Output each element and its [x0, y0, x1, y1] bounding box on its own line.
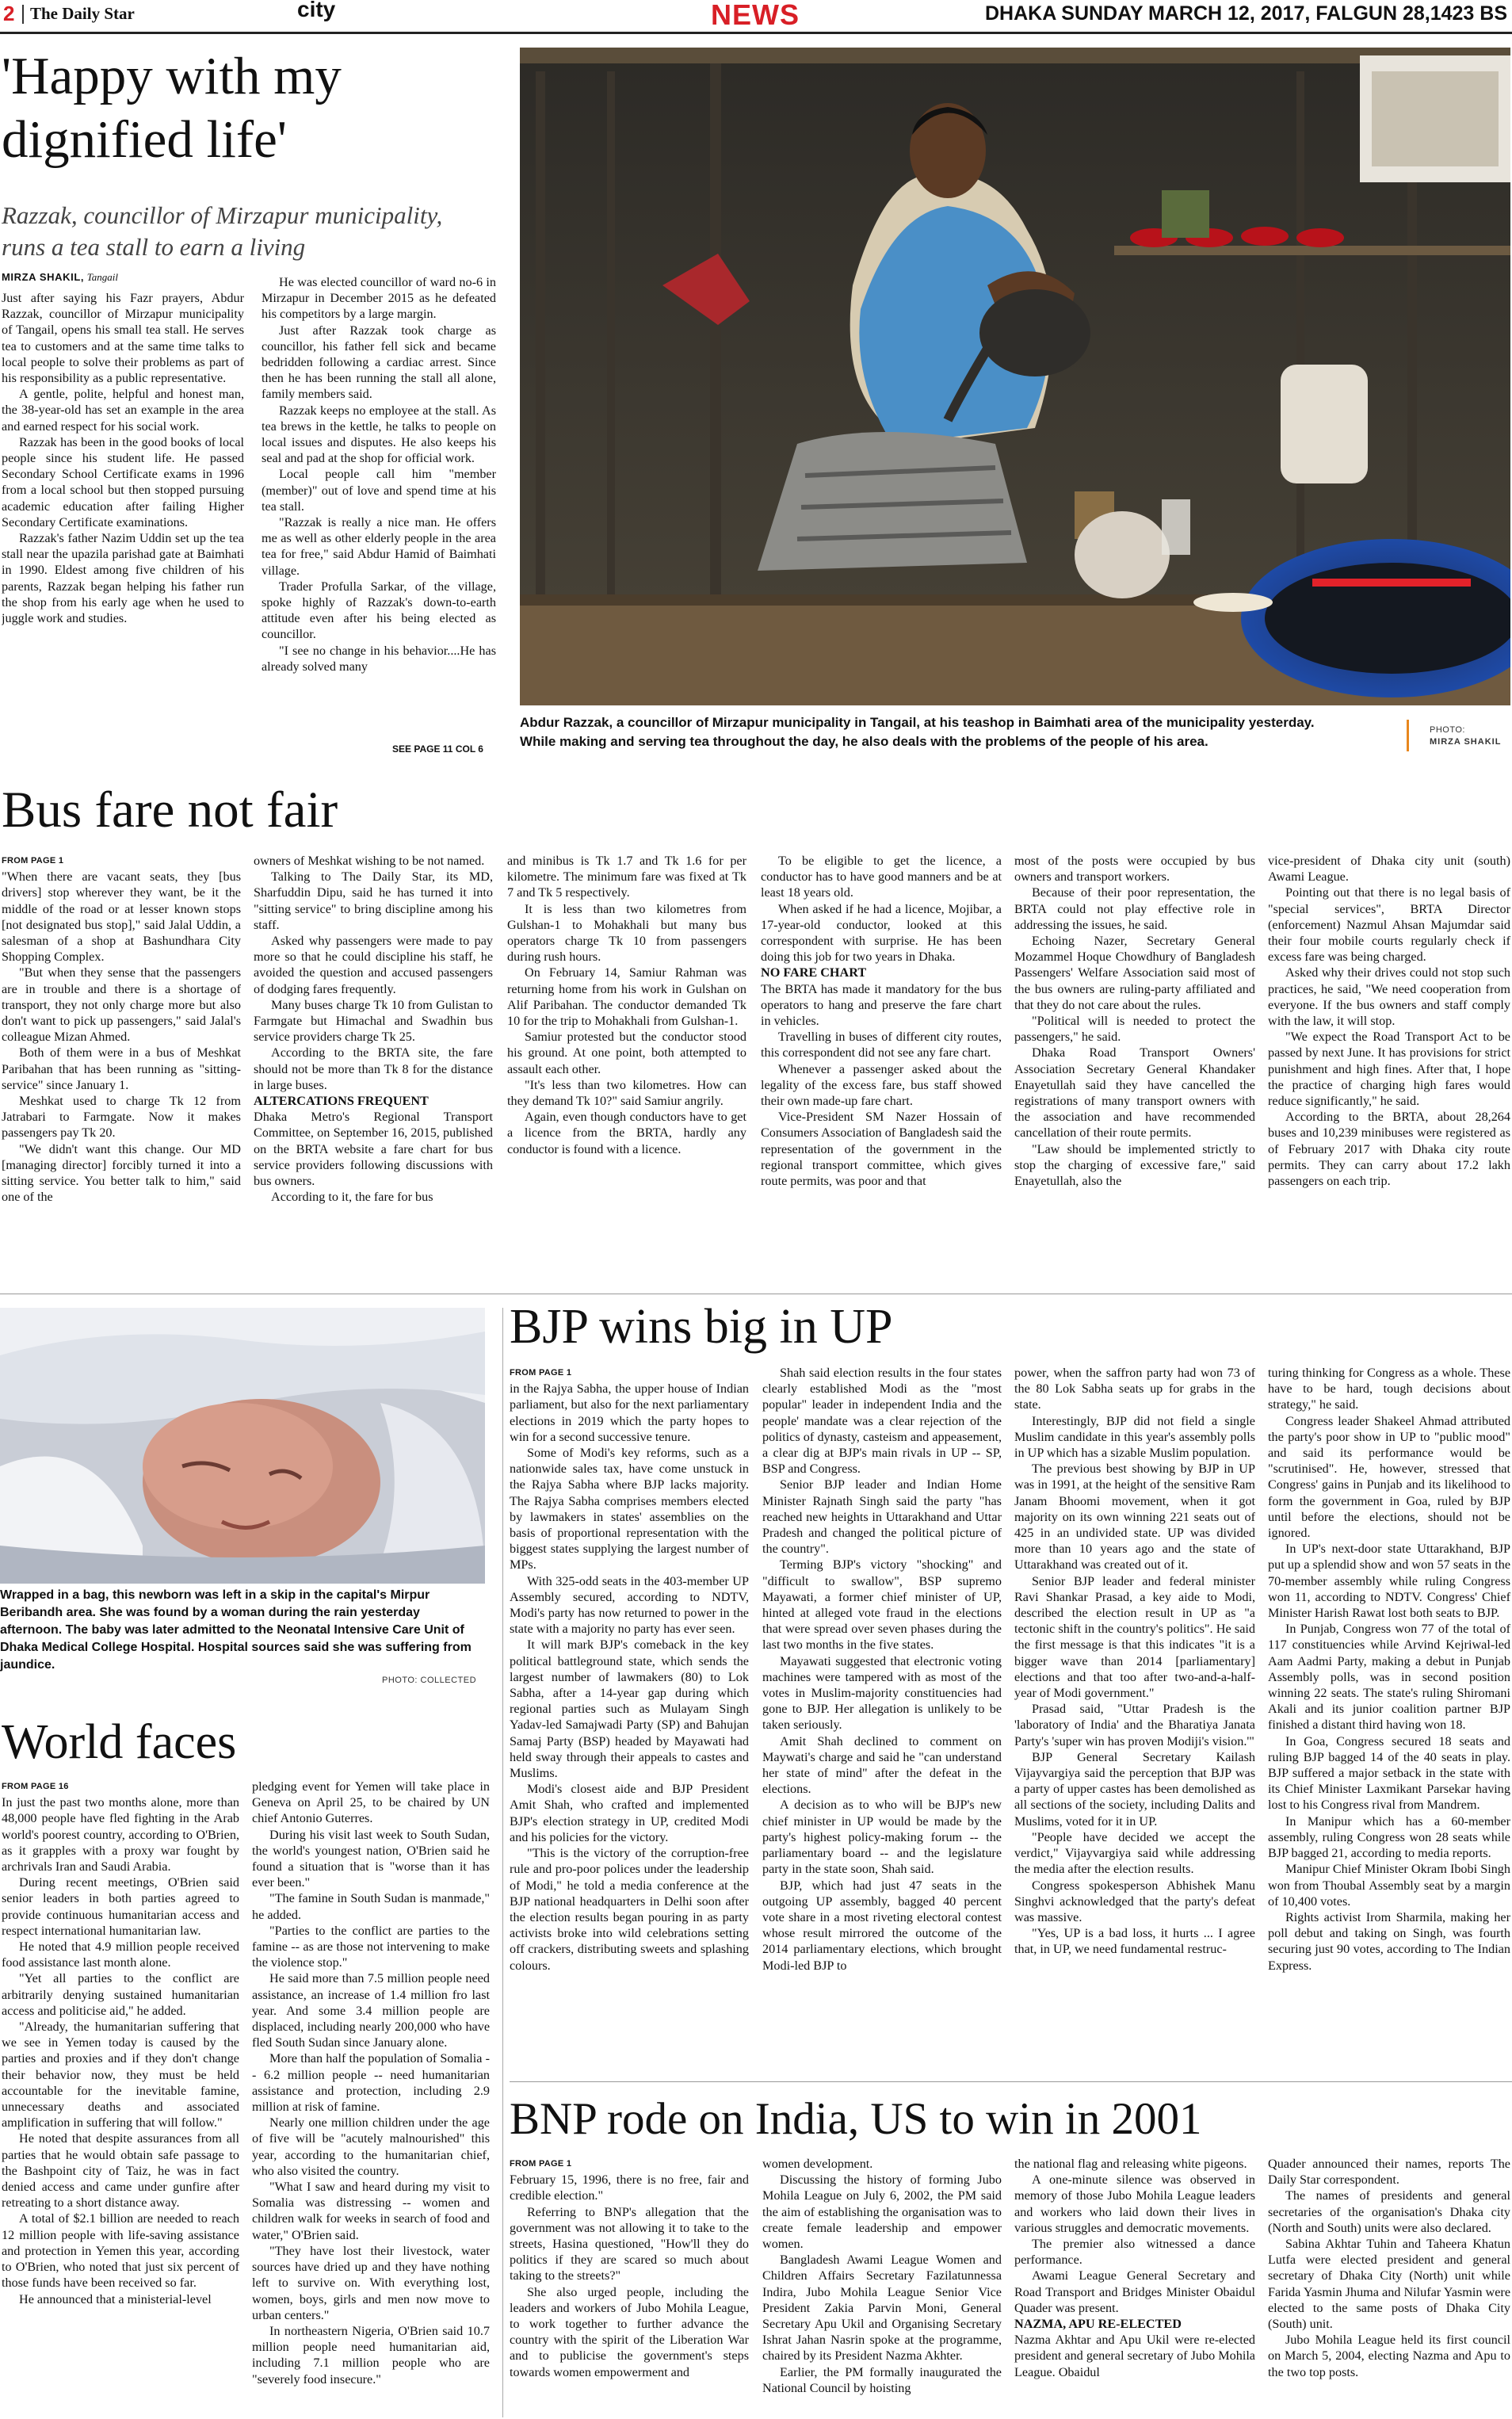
- page-number: 2: [3, 2, 15, 25]
- paragraph: Razzak's father Nazim Uddin set up the tea stall near the upazila parishad gate at Baimhati in 1990. Eldest among five children of his parents, Razzak began helping his father run the shop from his early age when he used to juggle work and studies.: [2, 531, 244, 626]
- paragraph: "When there are vacant seats, they [bus drivers] stop wherever they want, be it the middle of the road or at lesser known stops [not designated bus stop]," said Jalal Uddin, a salesman of a shop at Bashundhara City Shopping Complex.: [2, 869, 241, 965]
- paragraph: She also urged people, including the leaders and workers of Jubo Mohila League, to work together to further advance the country with the spirit of the Liberation War and to publicise the government's steps towards women empowerment and: [510, 2284, 749, 2379]
- paragraph: Nazma Akhtar and Apu Ukil were re-elected president and general secretary of Jubo Mohila League. Obaidul: [1014, 2333, 1255, 2379]
- paragraph: Shah said election results in the four states clearly established Modi as the "most popular" leader in independent India and the people' mandate was a clear rejection of the politics of dynasty, casteism and appeasement, a clear dig at BJP's main rivals in UP -- SP, BSP and Congress.: [762, 1366, 1002, 1477]
- paragraph: Rights activist Irom Sharmila, making her poll debut and taking on Singh, was fourth securing just 90 votes, according to The Indian Express.: [1268, 1909, 1510, 1973]
- paragraph: He was elected councillor of ward no-6 in Mirzapur in December 2015 as he defeated his competitors by a large margin.: [262, 275, 496, 322]
- column-rule: [502, 1308, 503, 2417]
- paragraph: "Parties to the conflict are parties to the famine -- as are those not intervening to make the violence stop.": [252, 1923, 490, 1970]
- paragraph: vice-president of Dhaka city unit (south) Awami League.: [1268, 854, 1510, 885]
- newborn-photo-credit: PHOTO: COLLECTED: [382, 1676, 477, 1685]
- paragraph: Quader announced their names, reports The Daily Star correspondent.: [1268, 2157, 1510, 2188]
- paragraph: Dhaka Road Transport Owners' Association Secretary General Khandaker Enayetullah said they have cancelled the registrations of many transport owners with the association and have recommended cancellation of their route permits.: [1014, 1045, 1255, 1141]
- story1-column-2: [262, 274, 496, 742]
- paragraph: "But when they sense that the passengers are in trouble and there is a shortage of transport, they not only charge more but also don't want to pick up passengers," said Jalal's colleague Mizan Ahmed.: [2, 965, 241, 1045]
- paragraph: In Manipur which has a 60-member assembly, ruling Congress won 28 seats while BJP bagged 21, according to media reports.: [1268, 1813, 1510, 1861]
- paragraph: women development.: [762, 2157, 873, 2171]
- teashop-photo: [520, 48, 1510, 705]
- paragraph: A total of $2.1 billion are needed to reach 12 million people with life-saving assistance and protection in Yemen this year, according to O'Brien, who noted that just six percent of those funds have been received so far.: [2, 2211, 239, 2291]
- paragraph: February 15, 1996, there is no free, fair and credible election.": [510, 2173, 749, 2203]
- story1-jump-line: SEE PAGE 11 COL 6: [392, 743, 483, 755]
- subhead-nazma-apu: NAZMA, APU RE-ELECTED: [1014, 2317, 1182, 2332]
- story2-column-4: [761, 853, 1002, 1276]
- paragraph: "Law should be implemented strictly to stop the charging of excessive fare," said Enayetullah, also the: [1014, 1141, 1255, 1189]
- paragraph: Asked why their drives could not stop such practices, he said, "We need cooperation from everyone. If the bus owners and staff comply with the law, it will stop.: [1268, 965, 1510, 1029]
- paragraph: BJP General Secretary Kailash Vijayvargiya said the perception that BJP was a party of upper castes has been demolished as all sections of the society, including Dalits and Muslims, voted for it in UP.: [1014, 1749, 1255, 1829]
- paragraph: Meshkat used to charge Tk 12 from Jatrabari to Farmgate. Now it makes passengers pay Tk 20.: [2, 1094, 241, 1141]
- paragraph: "We didn't want this change. Our MD [managing director] forcibly turned it into a sitting service. You better talk to him," said one of the: [2, 1141, 241, 1205]
- masthead: [0, 0, 1512, 30]
- issue-date: DHAKA SUNDAY MARCH 12, 2017, FALGUN 28,1423 BS: [984, 2, 1507, 25]
- paragraph: Trader Profulla Sarkar, of the village, spoke highly of Razzak's down-to-earth attitude even after his being elected as councillor.: [262, 579, 496, 642]
- paragraph: Congress spokesperson Abhishek Manu Singhvi acknowledged that the party's defeat was massive.: [1014, 1878, 1255, 1924]
- paragraph: He noted that 4.9 million people received food assistance last month alone.: [2, 1939, 239, 1970]
- paragraph: A one-minute silence was observed in memory of those Jubo Mohila League leaders and workers who laid down their lives in various struggles and democratic movements.: [1014, 2173, 1255, 2235]
- story2-column-5: [1014, 853, 1255, 1276]
- paragraph: During recent meetings, O'Brien said senior leaders in both parties agreed to provide continuous humanitarian access and respect international humanitarian law.: [2, 1875, 239, 1938]
- paragraph: Whenever a passenger asked about the legality of the excess fare, bus staff showed their own made-up fare chart.: [761, 1061, 1002, 1109]
- story5-headline: BNP rode on India, US to win in 2001: [510, 2094, 1202, 2144]
- newborn-photo: [0, 1308, 485, 1584]
- paragraph: The BRTA has made it mandatory for the bus operators to hang and preserve the fare chart in vehicles.: [761, 981, 1002, 1029]
- paragraph: Modi's closest aide and BJP President Amit Shah, who crafted and implemented BJP's election strategy in UP, credited Modi and his policies for the victory.: [510, 1782, 749, 1844]
- story1-column-1: [2, 290, 244, 756]
- story4-column-2: [762, 1365, 1002, 2075]
- paragraph: Talking to The Daily Star, its MD, Sharfuddin Dipu, said he has turned it into "sitting service" to bring discipline among his staff.: [254, 869, 493, 932]
- paragraph: Senior BJP leader and Indian Home Minister Rajnath Singh said the party "has reached new heights in Uttarakhand and Uttar Pradesh and changed the political picture of the country".: [762, 1477, 1002, 1557]
- subhead-no-fare-chart: NO FARE CHART: [761, 965, 867, 980]
- paragraph: Dhaka Metro's Regional Transport Committee, on September 16, 2015, published on the BRTA website a fare chart for bus service providers following discussions with bus owners.: [254, 1110, 493, 1189]
- paragraph: power, when the saffron party had won 73 of the 80 Lok Sabha seats up for grabs in the state.: [1014, 1366, 1255, 1412]
- story1-headline: 'Happy with my dignified life': [2, 47, 342, 169]
- paragraph: Bangladesh Awami League Women and Children Affairs Secretary Fazilatunnessa Indira, Jubo Mohila League Senior Vice President Zakia Parvin Moni, General Secretary Apu Ukil and Organising Secretary Ishrat Jahan Nasrin spoke at the programme, chaired by its President Nazma Akhter.: [762, 2253, 1002, 2364]
- paragraph: Nearly one million children under the age of five will be "acutely malnourished" this year, according to the humanitarian chief, who also visited the country.: [252, 2115, 490, 2178]
- paragraph: Referring to BNP's allegation that the government was not allowing it to take to the streets, Hasina questioned, "How'll they do politics if they are scared so much about taking to the streets?": [510, 2204, 749, 2283]
- paragraph: It is less than two kilometres from Gulshan-1 to Mohakhali but many bus operators charge Tk 10 from passengers during rush hours.: [507, 901, 746, 965]
- paragraph: Pointing out that there is no legal basis of "special services", BRTA Director (enforcement) Nazmul Ahsan Majumdar said their four mobile courts regularly check if excess fare was being charged.: [1268, 885, 1510, 965]
- masthead-divider: [22, 5, 24, 24]
- story1-byline: MIRZA SHAKIL, Tangail: [2, 271, 118, 283]
- paragraph: Razzak keeps no employee at the stall. As tea brews in the kettle, he talks to people on local issues and disputes. He also keeps his seal and pad at the shop for official work.: [262, 403, 496, 466]
- paragraph: "It's less than two kilometres. How can they demand Tk 10?" said Samiur angrily.: [507, 1077, 746, 1109]
- paragraph: Just after Razzak took charge as councillor, his father fell sick and became bedridden following a cardiac arrest. Since then he has been running the stall all alone, family members said.: [262, 323, 496, 402]
- paragraph: Some of Modi's key reforms, such as a nationwide sales tax, have come unstuck in the Rajya Sabha where BJP lacks majority. The Rajya Sabha comprises members elected by lawmakers in states' assemblies on the basis of proportional representation with the biggest states supplying the largest number of MPs.: [510, 1446, 749, 1573]
- story4-column-3: [1014, 1365, 1255, 2075]
- paragraph: The premier also witnessed a dance performance.: [1014, 2237, 1255, 2268]
- paragraph: Asked why passengers were made to pay more so that he could discipline his staff, he avoided the question and accused passengers of dodging fares frequently.: [254, 934, 493, 996]
- paragraph: A decision as to who will be BJP's new chief minister in UP would be made by the party's highest policy-making forum -- the parliamentary board -- and the legislature party in the state soon, Shah said.: [762, 1798, 1002, 1877]
- paragraph: Discussing the history of forming Jubo Mohila League on July 6, 2002, the PM said the aim of establishing the organisation was to create female leadership and empower women.: [762, 2173, 1002, 2252]
- story5-column-2: [762, 2156, 1002, 2417]
- paragraph: owners of Meshkat wishing to be not named.: [254, 854, 485, 868]
- paragraph: In Goa, Congress secured 18 seats and ruling BJP bagged 14 of the 40 seats in play. BJP suffered a major setback in the state with its Chief Minister Laxmikant Parsekar having lost to his Congress rival from Mandrem.: [1268, 1733, 1510, 1813]
- paragraph: It will mark BJP's comeback in the key political battleground state, which sends the largest number of lawmakers (80) to Lok Sabha, after a 14-year gap during which regional parties such as Mulayam Singh Yadav-led Samajwadi Party (SP) and Bahujan Samaj Party (BSP) headed by Mayawati had held sway through their appeals to castes and Muslims.: [510, 1638, 749, 1781]
- paragraph: Jubo Mohila League held its first council on March 5, 2004, electing Nazma and Apu to the two top posts.: [1268, 2333, 1510, 2379]
- story5-column-4: [1268, 2156, 1510, 2417]
- paragraph: "What I saw and heard during my visit to Somalia was distressing -- women and children walk for weeks in search of food and water," O'Brien said.: [252, 2180, 490, 2242]
- teashop-scene: [520, 48, 1510, 705]
- paragraph: and minibus is Tk 1.7 and Tk 1.6 for per kilometre. The minimum fare was fixed at Tk 7 and Tk 5 respectively.: [507, 854, 746, 900]
- paragraph: Prasad said, "Uttar Pradesh is the 'laboratory of India' and the Bharatiya Janata Party's 'super win has proven Modiji's vision.'": [1014, 1702, 1255, 1748]
- story3-column-2: [252, 1779, 490, 2417]
- category-label: NEWS: [711, 0, 800, 31]
- paragraph: According to the BRTA site, the fare should not be more than Tk 8 for the distance in large buses.: [254, 1045, 493, 1092]
- paragraph: "They have lost their livestock, water sources have dried up and they have nothing left to survive on. With everything lost, women, boys, girls and men now move to urban centers.": [252, 2243, 490, 2322]
- subhead-altercations: ALTERCATIONS FREQUENT: [254, 1094, 429, 1109]
- paragraph: Terming BJP's victory "shocking" and "difficult to swallow", BSP supremo Mayawati, a former chief minister of UP, hinted at alleged vote fraud in the elections that were spread over seven phases during the last two months in the five states.: [762, 1557, 1002, 1653]
- paragraph: In northeastern Nigeria, O'Brien said 10.7 million people need humanitarian aid, including 7.1 million people who are "severely food insecure.": [252, 2323, 490, 2387]
- paragraph: In UP's next-door state Uttarakhand, BJP put up a splendid show and won 57 seats in the 70-member assembly while ruling Congress won 11, according to NDTV. Congress' Chief Minister Harish Rawat lost both seats to BJP.: [1268, 1542, 1510, 1621]
- paragraph: turing thinking for Congress as a whole. These have to be hard, tough decisions about strategy," he said.: [1268, 1366, 1510, 1412]
- story2-column-2: [254, 853, 493, 1276]
- newborn-scene: [0, 1308, 485, 1584]
- paragraph: Awami League General Secretary and Road Transport and Bridges Minister Obaidul Quader was present.: [1014, 2268, 1255, 2315]
- paragraph: Interestingly, BJP did not field a single Muslim candidate in this year's assembly polls in UP which has a sizable Muslim population.: [1014, 1413, 1255, 1461]
- paragraph: In just the past two months alone, more than 48,000 people have fled fighting in the Arab world's poorest country, according to O'Brien, as it grapples with a proxy war fought by archrivals Iran and Saudi Arabia.: [2, 1795, 239, 1874]
- paragraph: The previous best showing by BJP in UP was in 1991, at the height of the sensitive Ram Janam Bhoomi movement, when it got majority on its own winning 221 seats out of 425 in an undivided state. UP was divided more than 10 years ago and the state of Uttarakhand was created out of it.: [1014, 1462, 1255, 1573]
- paragraph: "This is the victory of the corruption-free rule and pro-poor polices under the leadership of Modi," he told a media conference at the BJP national headquarters in Delhi soon after the election results began pouring in as party activists broke into wild celebrations setting off crackers, distributing sweets and splashing colours.: [510, 1846, 749, 1973]
- paragraph: Amit Shah declined to comment on Maywati's charge and said he "can understand her state of mind" after the defeat in the elections.: [762, 1733, 1002, 1797]
- newborn-photo-caption: Wrapped in a bag, this newborn was left in a skip in the capital's Mirpur Beribandh area. She was found by a woman during the rain yesterday afternoon. The baby was later admitted to the Neonatal Intensive Care Unit of Dhaka Medical College Hospital. Hospital sources said she was suffering from jaundice.: [0, 1588, 472, 1672]
- paragraph: pledging event for Yemen will take place in Geneva on April 25, to be chaired by UN chief Antonio Guterres.: [252, 1779, 490, 1826]
- story3-column-1: FROM PAGE 16 In just the past two months alone, more than 48,000 people have fled fighting in the Arab world's poorest country, according to O'Brien, as it grapples with a proxy war fought by archrivals Iran and Saudi Arabia. During recent meetings, O'Brien said senior leaders in both parties agreed to provide continuous humanitarian access and respect international humanitarian law. He noted that 4.9 million people received food assistance last month alone. "Yet all parties to the conflict are arbitrarily denying sustained humanitarian access and politicise aid," he added. "Already, the humanitarian suffering that we see in Yemen today is caused by the parties and proxies and if they don't change their behavior now, they must be held accountable for the inevitable famine, unnecessary deaths and associated amplification in suffering that will follow." He noted that despite assurances from all parties that he would obtain safe passage to the Bashpoint city of Taiz, he was in fact denied access and came under gunfire after retreating to a short distance away. A total of $2.1 billion are needed to reach 12 million people with life-saving assistance and protection in Yemen this year, according to O'Brien, who noted that just six percent of those funds have been received so far. He announced that a ministerial-level: [2, 1782, 239, 2306]
- paragraph: A gentle, polite, helpful and honest man, the 38-year-old has set an example in the area and earned respect for his social work.: [2, 387, 244, 434]
- paragraph: "We expect the Road Transport Act to be passed by next June. It has provisions for strict punishment and high fines. After that, I hope the practice of charging high fares would reduce significantly," he said.: [1268, 1030, 1510, 1109]
- paragraph: "Already, the humanitarian suffering that we see in Yemen today is caused by the parties and proxies and if they don't change their behavior now, they must be held accountable for the inevitable famine, unnecessary deaths and associated amplification in suffering that will follow.": [2, 2020, 239, 2130]
- paragraph: He announced that a ministerial-level: [19, 2291, 212, 2306]
- paragraph: Again, even though conductors have to get a licence from the BRTA, hardly any conductor is found with a licence.: [507, 1110, 746, 1156]
- story4-column-4: [1268, 1365, 1510, 2075]
- teashop-photo-credit: PHOTO: MIRZA SHAKIL: [1430, 725, 1502, 747]
- story5-column-3: [1014, 2156, 1255, 2417]
- paragraph: Because of their poor representation, the BRTA could not play effective role in addressing the issues, he said.: [1014, 885, 1255, 932]
- paragraph: "Yes, UP is a bad loss, it hurts ... I agree that, in UP, we need fundamental restruc-: [1014, 1926, 1255, 1957]
- paragraph: Sabina Akhtar Tuhin and Taheera Khatun Lutfa were elected president and general secretary of Dhaka City (North) unit while Farida Yasmin Jhuma and Nilufar Yasmin were elected to the same posts of Dhaka City (South) unit.: [1268, 2237, 1510, 2332]
- paragraph: BJP, which had just 47 seats in the outgoing UP assembly, bagged 40 percent vote share in a most riveting electoral contest whose result mirrored the outcome of the 2014 parliamentary elections, which brought Modi-led BJP to: [762, 1878, 1002, 1973]
- paragraph: Both of them were in a bus of Meshkat Paribahan that has been running as "sitting-service" since January 1.: [2, 1045, 241, 1092]
- paragraph: Local people call him "member (member)" out of love and spend time at his tea stall.: [262, 467, 496, 514]
- teashop-photo-caption: Abdur Razzak, a councillor of Mirzapur municipality in Tangail, at his teashop in Baimhati area of the municipality yesterday. While making and serving tea throughout the day, he also deals with the problems of the people of his area.: [520, 715, 1315, 749]
- paragraph: Many buses charge Tk 10 from Gulistan to Farmgate but Himachal and Swadhin bus service providers charge Tk 25.: [254, 997, 493, 1045]
- paragraph: most of the posts were occupied by bus owners and transport workers.: [1014, 854, 1255, 885]
- section-label: city: [297, 0, 336, 21]
- paragraph: Congress leader Shakeel Ahmad attributed the party's poor show in UP to "public mood" and said its performance would be "scrutinised". He, however, stressed that Congress' gains in Punjab and its likelihood to form the government in Goa, ruled by BJP until before the elections, should not be ignored.: [1268, 1413, 1510, 1541]
- paragraph: He said more than 7.5 million people need assistance, an increase of 1.4 million fro last year. And some 3.4 million people are displaced, including nearly 200,000 who have fled South Sudan since January alone.: [252, 1971, 490, 2050]
- paragraph: More than half the population of Somalia -- 6.2 million people -- need humanitarian assistance and protection, including 2.9 million at risk of famine.: [252, 2051, 490, 2115]
- story2-headline: Bus fare not fair: [2, 781, 338, 839]
- photo-credit-accent: [1407, 720, 1409, 751]
- paragraph: "The famine in South Sudan is manmade," he added.: [252, 1891, 490, 1922]
- paragraph: Razzak has been in the good books of local people since his student life. He passed Secondary School Certificate exams in 1996 from a local school but then stopped pursuing academic education after failing Higher Secondary Certificate examinations.: [2, 434, 244, 529]
- paragraph: Just after saying his Fazr prayers, Abdur Razzak, councillor of Mirzapur municipality of Tangail, opens his small tea stall. He serves tea to customers and at the same time talks to local people to solve their problems as part of his responsibility as a public representative.: [2, 291, 244, 386]
- paragraph: "Political will is needed to protect the passengers," he said.: [1014, 1014, 1255, 1045]
- masthead-rule: [0, 32, 1512, 34]
- paragraph: Senior BJP leader and federal minister Ravi Shankar Prasad, a key aide to Modi, described the election result in UP as "a tectonic shift in the country's politics". He said the first message is that this indicates "it is a bigger wave than 2014 [parliamentary] elections and that too after two-and-a-half-year of Modi government.": [1014, 1573, 1255, 1701]
- paragraph: the national flag and releasing white pigeons.: [1014, 2157, 1247, 2171]
- story1-deck: Razzak, councillor of Mirzapur municipality, runs a tea stall to earn a living: [2, 201, 443, 261]
- paragraph: Mayawati suggested that electronic voting machines were tampered with as most of the votes in Muslim-majority constituencies had gone to BJP. Her allegation is unlikely to be taken seriously.: [762, 1653, 1002, 1733]
- story2-column-6: [1268, 853, 1510, 1276]
- paragraph: "I see no change in his behavior....He has already solved many: [262, 643, 496, 674]
- bottom-section-rule: [510, 2081, 1512, 2082]
- paragraph: Travelling in buses of different city routes, this correspondent did not see any fare chart.: [761, 1030, 1002, 1060]
- paragraph: "Yet all parties to the conflict are arbitrarily denying sustained humanitarian access and politicise aid," he added.: [2, 1971, 239, 2018]
- paragraph: Echoing Nazer, Secretary General Mozammel Hoque Chowdhury of Bangladesh Passengers' Welfare Association said most of the bus owners are ruling-party affiliated and that they do not care about the rules.: [1014, 934, 1255, 1012]
- paragraph: Vice-President SM Nazer Hossain of Consumers Association of Bangladesh said the representation of the government in the regional transport committee, which gives route permits, was poor and that: [761, 1110, 1002, 1189]
- paper-name-logo: The Daily Star: [30, 4, 135, 23]
- paragraph: When asked if he had a licence, Mojibar, a 17-year-old conductor, looked at this correspondent with surprise. He has been doing this job for two years in Dhaka.: [761, 901, 1002, 965]
- paragraph: in the Rajya Sabha, the upper house of Indian parliament, but also for the next parliamentary elections in 2019 which the party hopes to win for a second successive tenure.: [510, 1381, 749, 1444]
- paragraph: In Punjab, Congress won 77 of the total of 117 constituencies while Arvind Kejriwal-led Aam Aadmi Party, making a debut in Punjab Assembly polls, was in second position winning 22 seats. The state's ruling Shiromani Akali and its junior coalition partner BJP finished a distant third having won 18.: [1268, 1622, 1510, 1733]
- story3-headline: World faces: [2, 1715, 237, 1769]
- paragraph: Manipur Chief Minister Okram Ibobi Singh won from Thoubal Assembly seat by a margin of 10,400 votes.: [1268, 1862, 1510, 1909]
- paragraph: With 325-odd seats in the 403-member UP Assembly secured, according to NDTV, Modi's party has now returned to power in the state with a majority no party has ever seen.: [510, 1573, 749, 1637]
- paragraph: He noted that despite assurances from all parties that he would obtain safe passage to the Bashpoint city of Taiz, he was in fact denied access and came under gunfire after retreating to a short distance away.: [2, 2131, 239, 2211]
- story5-column-1: FROM PAGE 1 February 15, 1996, there is no free, fair and credible election." Referring to BNP's allegation that the government was not allowing it to take to the streets, Hasina questioned, "How'll they do politics if they are scared so much about taking to the streets?" She also urged people, including the leaders and workers of Jubo Mohila League, to work together to further advance the country with the spirit of the Liberation War and to publicise the government's steps towards women empowerment and: [510, 2159, 749, 2379]
- paragraph: The names of presidents and general secretaries of the organisation's Dhaka city (North and South) units were also declared.: [1268, 2188, 1510, 2235]
- paragraph: "Razzak is really a nice man. He offers me as well as other elderly people in the area tea for free," said Abdur Hamid of Baimhati village.: [262, 515, 496, 578]
- story2-column-1: FROM PAGE 1 "When there are vacant seats, they [bus drivers] stop wherever they want, be it the middle of the road or at lesser known stops [not designated bus stop]," said Jalal Uddin, a salesman of a shop at Bashundhara City Shopping Complex. "But when they sense that the passengers are in trouble and there is a shortage of transport, they not only charge more but also don't want to pick up passengers," said Jalal's colleague Mizan Ahmed. Both of them were in a bus of Meshkat Paribahan that has been running as "sitting-service" since January 1. Meshkat used to charge Tk 12 from Jatrabari to Farmgate. Now it makes passengers pay Tk 20. "We didn't want this change. Our MD [managing director] forcibly turned it into a sitting service. You better talk to him," said one of the: [2, 856, 241, 1205]
- paragraph: Samiur protested but the conductor stood his ground. At one point, both attempted to assault each other.: [507, 1030, 746, 1076]
- paragraph: "People have decided we accept the verdict," Vijayvargiya said while addressing the media after the election results.: [1014, 1829, 1255, 1877]
- paragraph: According to it, the fare for bus: [271, 1190, 433, 1205]
- paragraph: During his visit last week to South Sudan, the world's youngest nation, O'Brien said he found a situation that is "worse than it has ever been.": [252, 1827, 490, 1890]
- paragraph: On February 14, Samiur Rahman was returning home from his work in Gulshan on Alif Paribahan. The conductor demanded Tk 10 for the trip to Mohakhali from Gulshan-1.: [507, 965, 746, 1029]
- story4-headline: BJP wins big in UP: [510, 1300, 893, 1354]
- story4-column-1: FROM PAGE 1 in the Rajya Sabha, the upper house of Indian parliament, but also for the next parliamentary elections in 2019 which the party hopes to win for a second successive tenure. Some of Modi's key reforms, such as a nationwide sales tax, have come unstuck in the Rajya Sabha where BJP lacks majority. The Rajya Sabha comprises members elected by lawmakers in states' assemblies on the basis of proportional representation with the biggest states supplying the largest number of MPs. With 325-odd seats in the 403-member UP Assembly secured, according to NDTV, Modi's party has now returned to power in the state with a majority no party has ever seen. It will mark BJP's comeback in the key political battleground state, which sends the largest number of lawmakers (80) to Lok Sabha, after a 14-year gap during which regional parties such as Mulayam Singh Yadav-led Samajwadi Party (SP) and Bahujan Samaj Party (BSP) headed by Mayawati had held sway through their appeals to castes and Muslims. Modi's closest aide and BJP President Amit Shah, who crafted and implemented BJP's election strategy in UP, credited Modi and his policies for the victory. "This is the victory of the corruption-free rule and pro-poor polices under the leadership of Modi," he told a media conference at the BJP national headquarters in Delhi soon after the election results began pouring in as party activists broke into wild celebrations setting off crackers, distributing sweets and splashing colours.: [510, 1368, 749, 1973]
- paragraph: According to the BRTA, about 28,264 buses and 10,239 minibuses were registered as of February 2017 with Dhaka city route permits. They can carry about 17.2 lakh passengers on each trip.: [1268, 1110, 1510, 1189]
- paragraph: To be eligible to get the licence, a conductor has to have good manners and be at least 18 years old.: [761, 854, 1002, 900]
- paragraph: Earlier, the PM formally inaugurated the National Council by hoisting: [762, 2364, 1002, 2395]
- story2-column-3: [507, 853, 746, 1276]
